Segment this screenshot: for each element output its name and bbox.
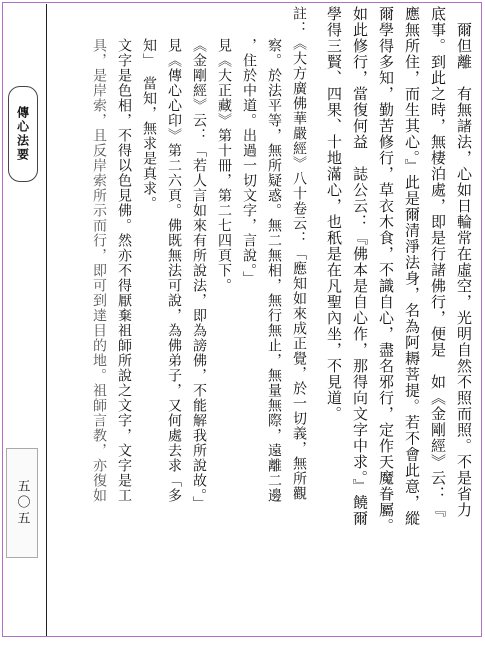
note-line: 察。於法平等，無所疑惑。無二無相，無行無止，無量無際，遠離二邊 [266,38,282,503]
note-line: 見《傳心心印》第二六頁。佛既無法可說，為佛弟子，又何處去求「多 [166,38,182,503]
body-text [57,6,477,634]
main-text-line: 如此修行，當復何益 誌公云：『佛本是自心作，那得向文字中求。』饒爾 [351,6,369,527]
note-line: 註：《大方廣佛華嚴經》八十卷云：「應知如來成正覺，於一切義，無所觀 [291,6,307,501]
main-text-line: 學得三賢、四果、十地滿心，也秖是在凡聖內坐，不見道。 [325,6,343,422]
section-gap [311,6,321,634]
page-number-box [6,448,38,558]
main-text-line: 底事。到此之時，無棲泊處，即是行諸佛行，便是 如《金剛經》云：『 [429,6,447,518]
main-text-line: 應無所住，而生其心。』此是爾清淨法身，名為阿耨菩提。若不會此意，縱 [403,6,421,527]
note-line: 見《大正藏》第十冊，第二七四頁下。 [216,38,232,293]
note-line: 《金剛經》云：「若人言如來有所說法，即為謗佛，不能解我所說故。」 [191,38,207,511]
margin-rule [46,4,47,636]
note-line: ，住於中道。出過一切文字，言說。」 [241,38,257,286]
section-tab [8,86,38,182]
page-number: 五〇五 [14,479,30,527]
note-line: 文字是色相，不得以色見佛。然亦不得厭棄祖師所說之文字，文字是工 [116,38,132,503]
note-line: 具，是岸索，且反岸索所示而行，即可到達目的地。祖師言教，亦復如 [91,38,107,503]
main-text-line: 爾學得多知，勤苦修行，草衣木食，不識自心，盡名邪行，定作天魔眷屬。 [377,6,395,534]
section-tab-label: 傳心法要 [15,106,30,162]
page-margin [0,0,46,641]
note-line: 知」 當知，無求是真求。 [141,38,157,211]
main-text-line: 爾但離 有無諸法，心如日輪常在虛空，光明自然不照而照。不是省力 [455,22,473,518]
